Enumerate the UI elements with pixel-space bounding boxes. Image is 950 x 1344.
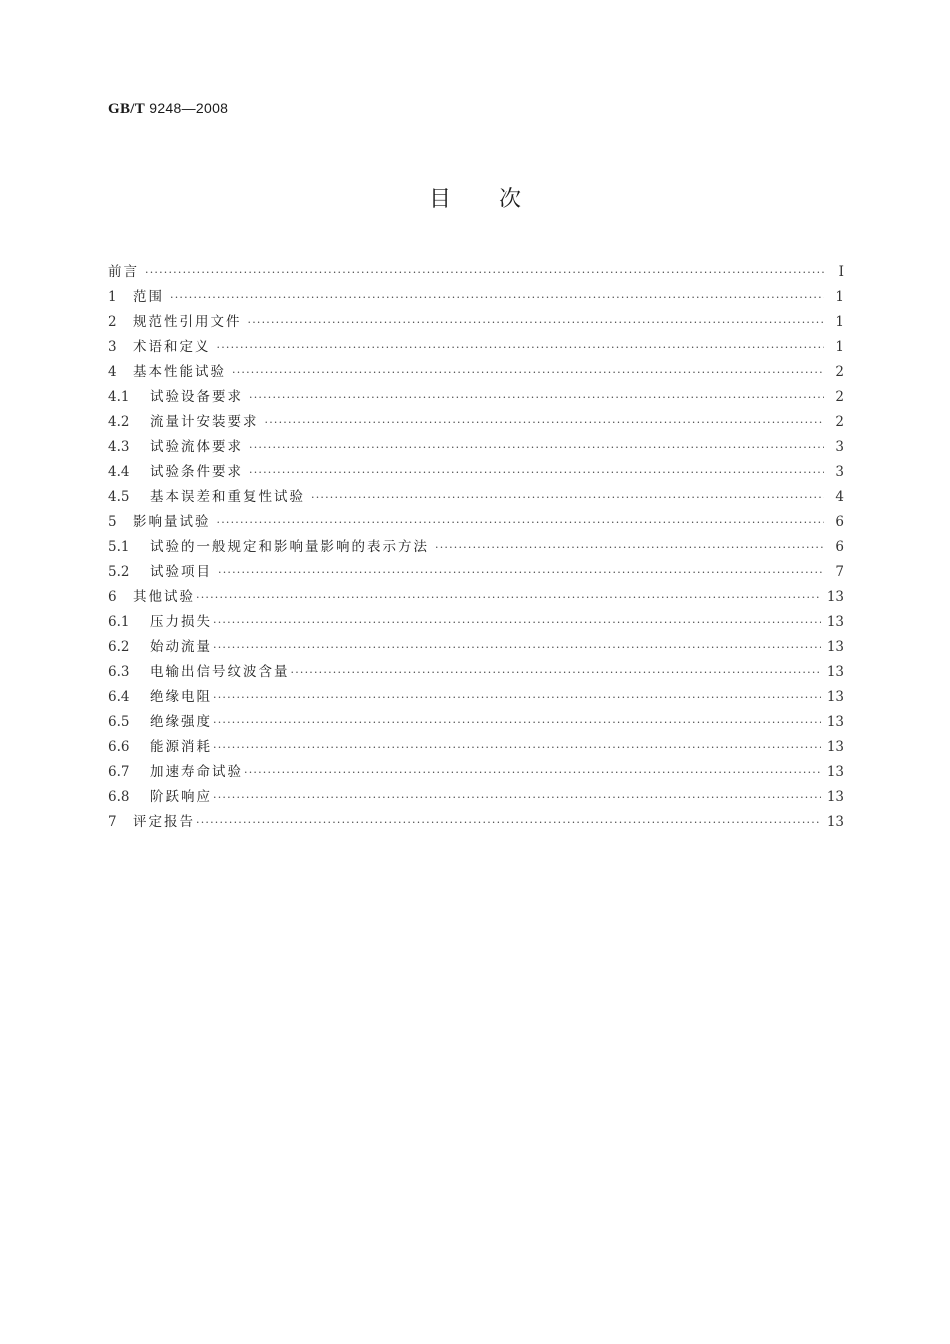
toc-entry-label: 始动流量	[150, 639, 212, 655]
toc-entry[interactable]	[108, 310, 844, 335]
toc-entry-label: 其他试验	[133, 589, 195, 605]
dot-leader	[213, 741, 821, 754]
toc-entry-page: 2	[835, 389, 844, 405]
toc-entry-label: 范围	[133, 289, 164, 305]
toc-entry-page: 13	[826, 614, 844, 630]
dot-leader	[244, 766, 821, 779]
dot-leader	[435, 541, 824, 554]
dot-leader	[249, 466, 824, 479]
toc-entry[interactable]	[108, 385, 844, 410]
toc-entry[interactable]	[108, 460, 844, 485]
toc-entry-label: 规范性引用文件	[133, 314, 242, 330]
dot-leader	[213, 691, 821, 704]
toc-entry-page: 3	[835, 464, 844, 480]
toc-entry-number: 4.5	[108, 489, 130, 505]
title-char-2: 次	[499, 187, 522, 212]
toc-entry-page: 13	[826, 739, 844, 755]
toc-entry-number: 6.1	[108, 614, 130, 630]
toc-entry-number: 4.2	[108, 414, 130, 430]
toc-entry-label: 加速寿命试验	[150, 764, 243, 780]
toc-entry-label: 影响量试验	[133, 514, 211, 530]
toc-entry-number: 6.6	[108, 739, 130, 755]
toc-entry-number: 5.2	[108, 564, 130, 580]
toc-entry-label: 绝缘强度	[150, 714, 212, 730]
dot-leader	[248, 316, 825, 329]
toc-entry-page: 3	[835, 439, 844, 455]
dot-leader	[217, 341, 825, 354]
toc-entry-page: 6	[835, 539, 844, 555]
dot-leader	[170, 291, 824, 304]
toc-entry-number: 5	[108, 514, 117, 530]
toc-entry-page: 13	[826, 589, 844, 605]
title-char-1: 目	[428, 187, 451, 212]
toc-entry-page: 13	[826, 764, 844, 780]
toc-entry[interactable]	[108, 285, 844, 310]
toc-entry[interactable]	[108, 710, 844, 735]
dot-leader	[232, 366, 824, 379]
toc-entry[interactable]	[108, 735, 844, 760]
dot-leader	[291, 666, 821, 679]
toc-entry-label: 评定报告	[133, 814, 195, 830]
toc-entry-label: 术语和定义	[133, 339, 211, 355]
table-of-contents	[108, 260, 844, 835]
toc-entry[interactable]	[108, 785, 844, 810]
toc-entry-number: 6.4	[108, 689, 130, 705]
dot-leader	[249, 441, 824, 454]
toc-entry-page: 13	[826, 814, 844, 830]
toc-entry-label: 试验的一般规定和影响量影响的表示方法	[150, 539, 429, 555]
toc-entry[interactable]	[108, 535, 844, 560]
toc-entry-page: 7	[835, 564, 844, 580]
toc-entry-label: 阶跃响应	[150, 789, 212, 805]
toc-entry-page: 13	[826, 664, 844, 680]
toc-entry-number: 6.3	[108, 664, 130, 680]
toc-entry-label: 试验条件要求	[150, 464, 243, 480]
dot-leader	[213, 791, 821, 804]
toc-entry-label: 流量计安装要求	[150, 414, 259, 430]
dot-leader	[217, 516, 825, 529]
toc-entry[interactable]	[108, 660, 844, 685]
dot-leader	[196, 816, 821, 829]
dot-leader	[311, 491, 824, 504]
toc-entry-page: 6	[835, 514, 844, 530]
dot-leader	[196, 591, 821, 604]
toc-entry-label: 绝缘电阻	[150, 689, 212, 705]
toc-entry-page: 2	[835, 414, 844, 430]
toc-entry-page: I	[838, 264, 844, 280]
toc-entry[interactable]	[108, 685, 844, 710]
toc-entry-page: 13	[826, 789, 844, 805]
dot-leader	[213, 641, 821, 654]
toc-entry-number: 4.1	[108, 389, 130, 405]
standard-number: 9248—2008	[149, 100, 229, 116]
toc-entry-number: 2	[108, 314, 117, 330]
toc-entry-number: 4.3	[108, 439, 130, 455]
toc-entry-label: 试验项目	[150, 564, 212, 580]
toc-entry[interactable]	[108, 410, 844, 435]
toc-entry[interactable]	[108, 335, 844, 360]
standard-code	[108, 100, 228, 118]
toc-entry-page: 1	[835, 289, 844, 305]
toc-entry-number: 7	[108, 814, 117, 830]
toc-entry-page: 2	[835, 364, 844, 380]
toc-entry-label: 试验流体要求	[150, 439, 243, 455]
toc-entry-page: 1	[835, 314, 844, 330]
toc-entry[interactable]	[108, 435, 844, 460]
toc-entry-label: 压力损失	[150, 614, 212, 630]
dot-leader	[249, 391, 824, 404]
toc-entry-number: 6.2	[108, 639, 130, 655]
toc-entry[interactable]	[108, 510, 844, 535]
toc-entry-number: 5.1	[108, 539, 130, 555]
toc-entry-number: 6	[108, 589, 117, 605]
toc-entry-label: 基本误差和重复性试验	[150, 489, 305, 505]
toc-entry-page: 1	[835, 339, 844, 355]
toc-entry-label: 能源消耗	[150, 739, 212, 755]
dot-leader	[213, 616, 821, 629]
toc-entry-number: 6.8	[108, 789, 130, 805]
toc-entry[interactable]	[108, 635, 844, 660]
toc-entry-number: 4	[108, 364, 117, 380]
toc-entry-page: 4	[835, 489, 844, 505]
toc-entry-page: 13	[826, 689, 844, 705]
toc-entry-page: 13	[826, 639, 844, 655]
toc-entry-number: 1	[108, 289, 117, 305]
toc-entry[interactable]	[108, 560, 844, 585]
toc-entry[interactable]	[108, 260, 844, 285]
toc-entry-number: 4.4	[108, 464, 130, 480]
toc-entry[interactable]	[108, 485, 844, 510]
standard-prefix: GB/T	[108, 101, 146, 117]
toc-entry[interactable]	[108, 360, 844, 385]
toc-entry-number: 3	[108, 339, 117, 355]
toc-entry-label: 电输出信号纹波含量	[150, 664, 290, 680]
toc-entry[interactable]	[108, 810, 844, 835]
toc-entry-label: 前言	[108, 264, 139, 280]
dot-leader	[265, 416, 825, 429]
toc-entry[interactable]	[108, 760, 844, 785]
toc-entry[interactable]	[108, 585, 844, 610]
toc-entry-page: 13	[826, 714, 844, 730]
toc-entry[interactable]	[108, 610, 844, 635]
toc-entry-number: 6.5	[108, 714, 130, 730]
dot-leader	[213, 716, 821, 729]
dot-leader	[145, 266, 824, 279]
page-title	[0, 182, 950, 213]
toc-entry-label: 基本性能试验	[133, 364, 226, 380]
toc-entry-label: 试验设备要求	[150, 389, 243, 405]
dot-leader	[218, 566, 824, 579]
toc-entry-number: 6.7	[108, 764, 130, 780]
